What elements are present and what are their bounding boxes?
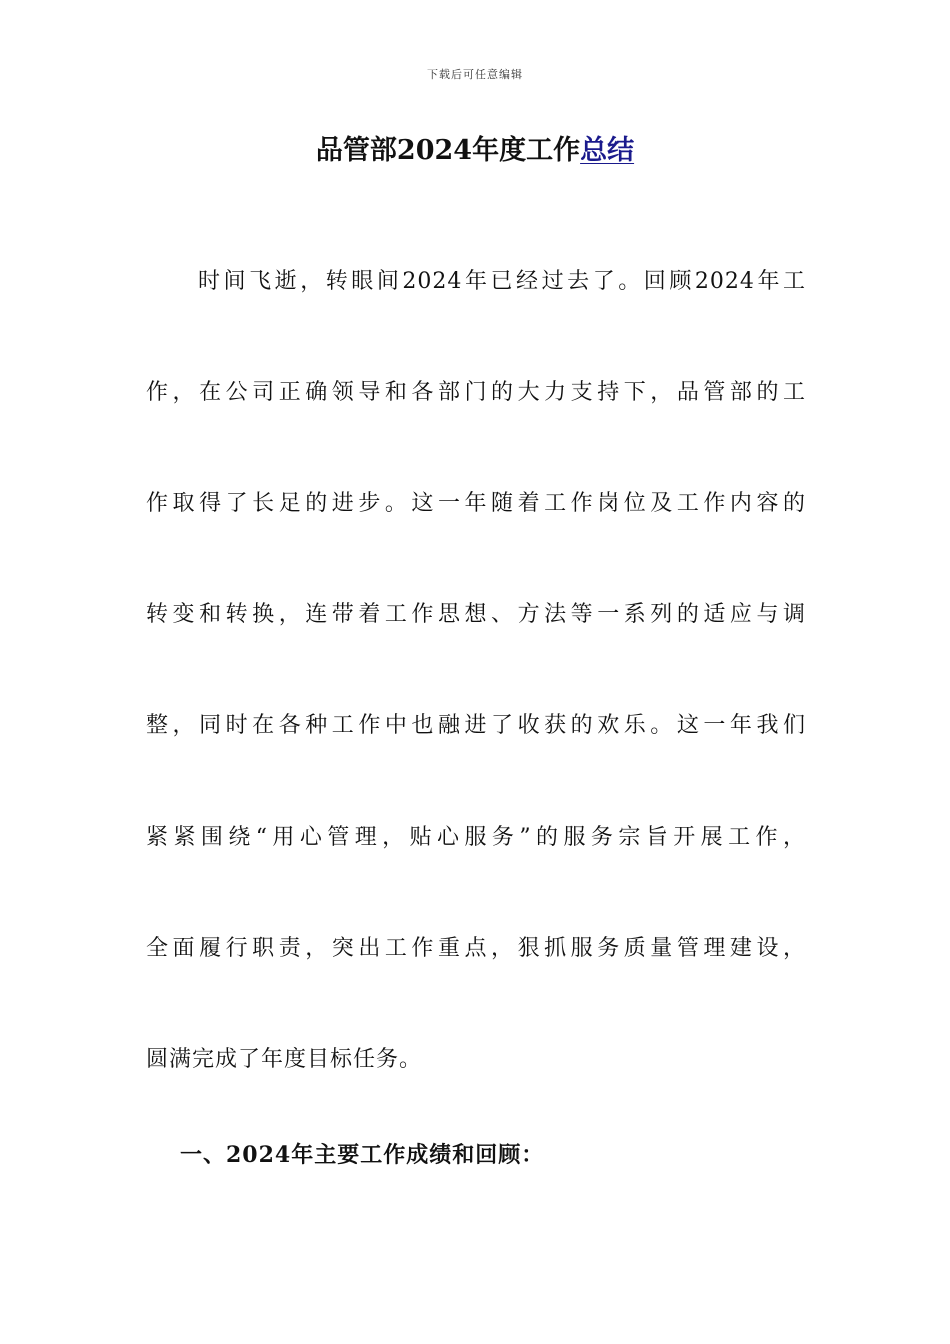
paragraph-line-5: 整，同时在各种工作中也融进了收获的欢乐。这一年我们: [146, 713, 806, 738]
paragraph-line-4: 转变和转换，连带着工作思想、方法等一系列的适应与调: [146, 602, 806, 627]
paragraph-line-2: 作，在公司正确领导和各部门的大力支持下，品管部的工: [146, 380, 806, 405]
title-main: 品管部2024年度工作: [315, 135, 581, 166]
paragraph-line-1: 时间飞逝，转眼间2024年已经过去了。回顾2024年工: [198, 269, 806, 294]
section-heading: 一、2024年主要工作成绩和回顾：: [180, 1142, 545, 1168]
title-link-text[interactable]: 总结: [580, 135, 635, 166]
paragraph-line-6: 紧紧围绕“用心管理，贴心服务”的服务宗旨开展工作，: [146, 825, 806, 850]
paragraph-line-3: 作取得了长足的进步。这一年随着工作岗位及工作内容的: [146, 491, 806, 516]
document-title: [0, 128, 950, 167]
header-note: 下载后可任意编辑: [427, 68, 523, 81]
paragraph-line-8: 圆满完成了年度目标任务。: [146, 1047, 423, 1072]
paragraph-line-7: 全面履行职责，突出工作重点，狠抓服务质量管理建设，: [146, 936, 806, 961]
